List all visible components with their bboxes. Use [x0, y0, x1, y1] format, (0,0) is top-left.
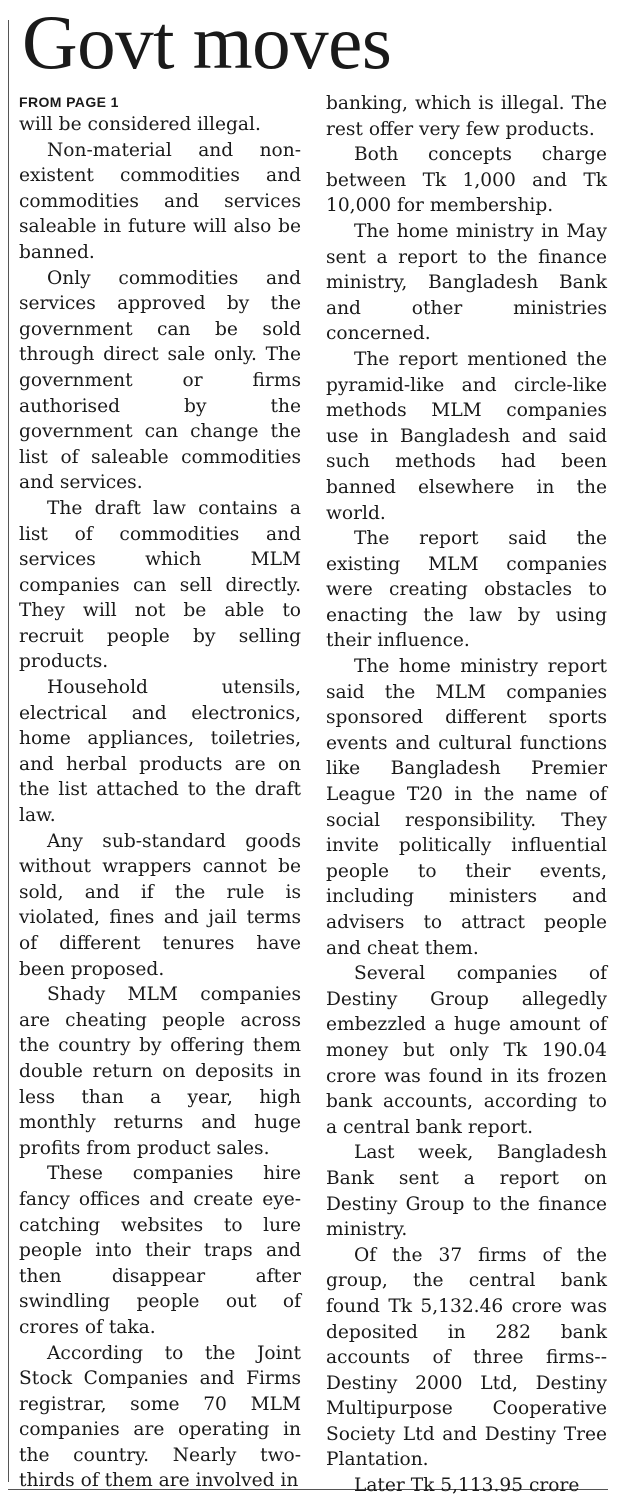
paragraph: Both concepts charge between Tk 1,000 and Tk 10,000 for membership.: [326, 144, 607, 217]
continuation-kicker: FROM PAGE 1: [19, 94, 119, 110]
paragraph: According to the Joint Stock Companies and Firms registrar, some 70 MLM companies are operating in the country. Nearly two-thirds of them are involved in: [19, 1342, 301, 1492]
paragraph: Only commodities and services approved by the government can be sold through direct sale only. The government or firms authorised by the government can change the list of saleable commodities and services.: [19, 267, 301, 494]
paragraph: The home ministry report said the MLM companies sponsored different sports events and cultural functions like Bangladesh Premier League T20 in the name of social responsibility. They invite politically influential people to their events, including ministers and advisers to attract people and cheat them.: [326, 656, 607, 959]
article-column-1: [19, 112, 301, 1494]
paragraph: Of the 37 firms of the group, the central bank found Tk 5,132.46 crore was deposited in 282 bank accounts of three firms--Destiny 2000 Ltd, Destiny Multipurpose Cooperative Society Ltd and Destiny Tree Plantation.: [326, 1244, 607, 1471]
column-rule-left: [8, 20, 9, 1482]
paragraph: The home ministry in May sent a report to the finance ministry, Bangladesh Bank and other ministries concerned.: [326, 220, 607, 345]
paragraph: Several companies of Destiny Group allegedly embezzled a huge amount of money but only Tk 190.04 crore was found in its frozen bank accounts, according to a central bank report.: [326, 963, 607, 1138]
paragraph: Household utensils, electrical and electronics, home appliances, toiletries, and herbal products are on the list attached to the draft law.: [19, 677, 301, 827]
paragraph: These companies hire fancy offices and create eye-catching websites to lure people into their traps and then disappear after swindling people out of crores of taka.: [19, 1163, 301, 1338]
paragraph: Non-material and non-existent commodities and commodities and services saleable in future will also be banned.: [19, 139, 301, 263]
paragraph: will be considered illegal.: [19, 114, 261, 135]
headline: Govt moves: [22, 0, 392, 85]
paragraph: Any sub-standard goods without wrappers cannot be sold, and if the rule is violated, fines and jail terms of different tenures have been proposed.: [19, 830, 301, 980]
paragraph: Later Tk 5,113.95 crore: [354, 1475, 580, 1497]
paragraph: The draft law contains a list of commodities and services which MLM companies can sell directly. They will not be able to recruit people by selling products.: [19, 497, 301, 673]
article-column-2: [326, 91, 607, 1499]
paragraph: banking, which is illegal. The rest offer very few products.: [326, 93, 607, 140]
paragraph: Shady MLM companies are cheating people across the country by offering them double return on deposits in less than a year, high monthly returns and huge profits from product sales.: [19, 984, 301, 1159]
paragraph: Last week, Bangladesh Bank sent a report on Destiny Group to the finance ministry.: [326, 1142, 607, 1241]
paragraph: The report said the existing MLM companies were creating obstacles to enacting the law by using their influence.: [326, 528, 607, 652]
paragraph: The report mentioned the pyramid-like and circle-like methods MLM companies use in Bangladesh and said such methods had been banned elsewhere in the world.: [326, 348, 607, 524]
